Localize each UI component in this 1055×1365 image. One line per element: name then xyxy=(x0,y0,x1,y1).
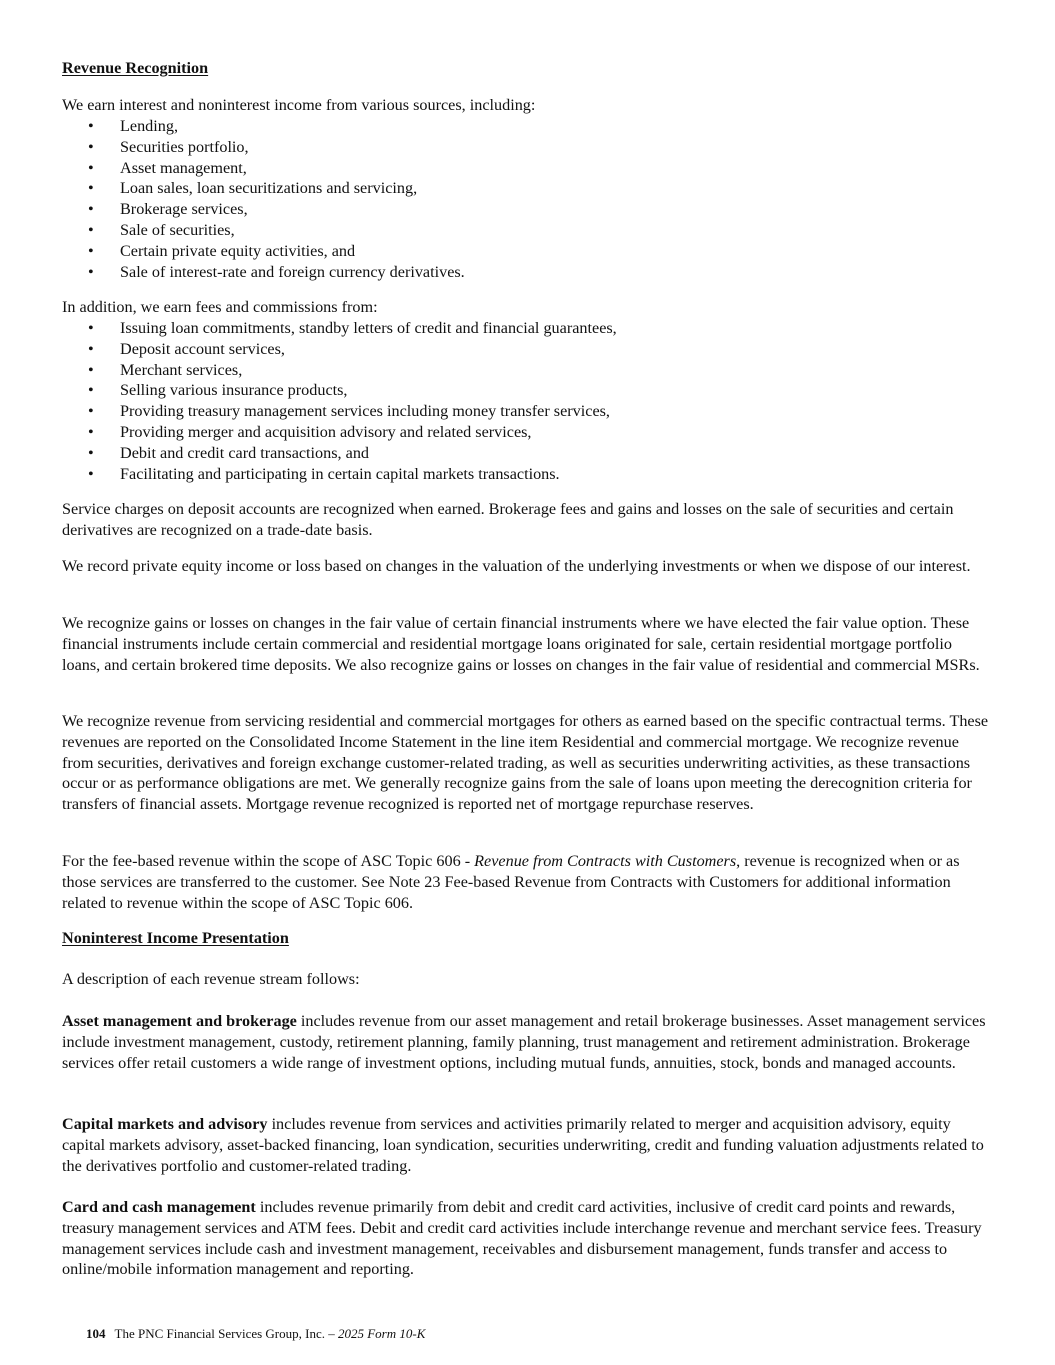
fees-intro: In addition, we earn fees and commissions from: xyxy=(62,298,378,316)
bullet-icon: • xyxy=(88,241,94,260)
paragraph-service-charges: Service charges on deposit accounts are recognized when earned. Brokerage fees and gains and losses on the sale of securities and certain derivatives are recognized on a trade-date basis. xyxy=(62,500,954,539)
fees-list xyxy=(62,318,617,484)
paragraph-asc-606: For the fee-based revenue within the scope of ASC Topic 606 - Revenue from Contracts with Customers, revenue is recognized when or as those services are transferred to the customer. See Note 23 Fee-based Revenue from Contracts with Customers for additional information related to revenue within the scope of ASC Topic 606. xyxy=(62,852,960,912)
list-item: • Securities portfolio, xyxy=(88,137,249,156)
paragraph-servicing-revenue: We recognize revenue from servicing residential and commercial mortgages for others as earned based on the specific contractual terms. These revenues are reported on the Consolidated Income Statement in the line item Residential and commercial mortgage. We recognize revenue from securities, derivatives and foreign exchange customer-related trading, as well as securities underwriting activities, as these transactions occur or as performance obligations are met. We generally recognize gains from the sale of loans upon meeting the derecognition criteria for transfers of financial assets. Mortgage revenue recognized is reported net of mortgage repurchase reserves. xyxy=(62,712,989,814)
bullet-icon: • xyxy=(88,360,94,379)
footer-form: 2025 Form 10-K xyxy=(337,1326,426,1341)
bullet-icon: • xyxy=(88,262,94,281)
bullet-icon: • xyxy=(88,200,94,219)
list-item: • Sale of securities, xyxy=(88,220,235,239)
bullet-icon: • xyxy=(88,220,94,239)
list-item: • Merchant services, xyxy=(88,360,243,379)
bullet-icon: • xyxy=(88,381,94,400)
list-item: • Issuing loan commitments, standby letters of credit and financial guarantees, xyxy=(88,319,617,337)
asc-606-title: Revenue from Contracts with Customers xyxy=(474,852,737,870)
section-heading-noninterest-income: Noninterest Income Presentation xyxy=(62,929,289,947)
list-item: • Debit and credit card transactions, and xyxy=(88,443,370,462)
bullet-icon: • xyxy=(88,179,94,198)
page-number: 104 xyxy=(86,1326,106,1341)
list-item: • Asset management, xyxy=(88,158,247,177)
bullet-icon: • xyxy=(88,137,94,156)
list-item: • Brokerage services, xyxy=(88,200,248,219)
paragraph-private-equity: We record private equity income or loss based on changes in the valuation of the underlying investments or when we dispose of our interest. xyxy=(62,557,971,575)
stream-capital-markets: Capital markets and advisory includes revenue from services and activities primarily related to merger and acquisition advisory, equity capital markets advisory, asset-backed financing, loan syndication, securities underwriting, credit and funding valuation adjustments related to the derivatives portfolio and customer-related trading. xyxy=(62,1115,984,1175)
page-footer xyxy=(86,1326,425,1342)
stream-asset-management: Asset management and brokerage includes revenue from our asset management and retail brokerage businesses. Asset management services include investment management, custody, retirement planning, family planning, trust management and retirement administration. Brokerage services offer retail customers a wide range of investment options, including mutual funds, annuities, stock, bonds and managed accounts. xyxy=(62,1012,986,1072)
stream-term: Capital markets and advisory xyxy=(62,1115,268,1133)
paragraph-fair-value: We recognize gains or losses on changes in the fair value of certain financial instruments where we have elected the fair value option. These financial instruments include certain commercial and residential mortgage loans originated for sale, certain residential mortgage portfolio loans, and certain brokered time deposits. We also recognize gains or losses on changes in the fair value of residential and commercial MSRs. xyxy=(62,614,980,674)
income-sources-list xyxy=(62,116,465,282)
list-item: • Deposit account services, xyxy=(88,339,285,358)
list-item: • Loan sales, loan securitizations and servicing, xyxy=(88,179,418,198)
bullet-icon: • xyxy=(88,117,94,135)
bullet-icon: • xyxy=(88,402,94,421)
stream-term: Asset management and brokerage xyxy=(62,1012,297,1030)
list-item: • Certain private equity activities, and xyxy=(88,241,356,260)
list-item: • Lending, xyxy=(88,117,178,135)
list-item: • Facilitating and participating in certain capital markets transactions. xyxy=(88,464,560,483)
section-heading-revenue-recognition: Revenue Recognition xyxy=(62,59,209,77)
bullet-icon: • xyxy=(88,339,94,358)
bullet-icon: • xyxy=(88,443,94,462)
list-item: • Providing treasury management services including money transfer services, xyxy=(88,402,610,421)
stream-term: Card and cash management xyxy=(62,1198,256,1216)
list-item: • Selling various insurance products, xyxy=(88,381,348,400)
list-item: • Sale of interest-rate and foreign currency derivatives. xyxy=(88,262,465,281)
list-item: • Providing merger and acquisition advisory and related services, xyxy=(88,422,532,441)
bullet-icon: • xyxy=(88,422,94,441)
bullet-icon: • xyxy=(88,158,94,177)
stream-card-cash-management: Card and cash management includes revenue primarily from debit and credit card activities, inclusive of credit card points and rewards, treasury management services and ATM fees. Debit and credit card activities include interchange revenue and merchant service fees. Treasury management services include cash and investment management, receivables and disbursement management, funds transfer and access to online/mobile information management and reporting. xyxy=(62,1198,982,1279)
bullet-icon: • xyxy=(88,464,94,483)
revenue-streams-intro: A description of each revenue stream follows: xyxy=(62,970,360,988)
footer-company: The PNC Financial Services Group, Inc. – xyxy=(114,1326,338,1341)
sources-intro: We earn interest and noninterest income from various sources, including: xyxy=(62,96,536,114)
bullet-icon: • xyxy=(88,319,94,337)
